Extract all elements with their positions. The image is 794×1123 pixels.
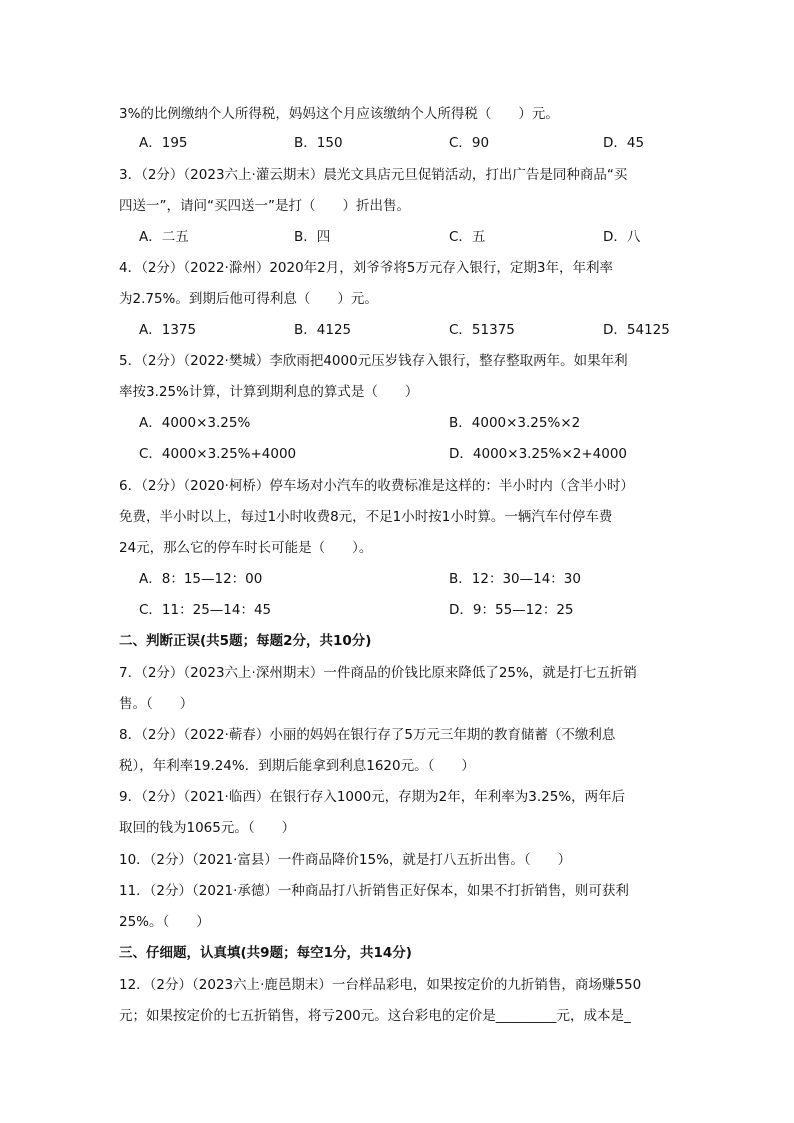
q6-options-row-2 <box>139 600 679 620</box>
q4-option-b: B．4125 <box>294 322 352 338</box>
q12-text-line-1: 12．（2分）（2023六上·鹿邑期末）一台样品彩电，如果按定价的九折销售，商场赚550 <box>119 977 642 993</box>
q6-option-a: A．8：15—12：00 <box>139 571 263 587</box>
q10-text-line: 10．（2分）（2021·富县）一件商品降价15%，就是打八五折出售。（ ） <box>119 852 572 868</box>
q11-text-line-1: 11．（2分）（2021·承德）一种商品打八折销售正好保本，如果不打折销售，则可获利 <box>119 883 629 899</box>
q4-options <box>139 320 679 340</box>
q3-option-d: D．八 <box>603 229 641 245</box>
q2-option-a: A．195 <box>139 135 188 151</box>
q9-text-line-2: 取回的钱为1065元。（ ） <box>119 820 296 836</box>
q6-text-line-1: 6．（2分）（2020·柯桥）停车场对小汽车的收费标准是这样的：半小时内（含半小时） <box>119 478 634 494</box>
q3-text-line-1: 3．（2分）（2023六上·灌云期末）晨光文具店元旦促销活动，打出广告是同种商品“买 <box>119 167 628 183</box>
q6-option-b: B．12：30—14：30 <box>449 571 581 587</box>
q4-text-line-1: 4．（2分）（2022·滁州）2020年2月，刘爷爷将5万元存入银行，定期3年，年利率 <box>119 260 613 276</box>
q2-option-d: D．45 <box>603 135 645 151</box>
q2-options <box>139 133 679 153</box>
q6-option-d: D．9：55—12：25 <box>449 602 574 618</box>
q5-option-b: B．4000×3.25%×2 <box>449 415 581 431</box>
q12-text-line-2: 元；如果按定价的七五折销售，将亏200元。这台彩电的定价是_________元，成本是_ <box>119 1008 631 1024</box>
q7-text-line-2: 售。（ ） <box>119 696 194 712</box>
q11-text-line-2: 25%。（ ） <box>119 914 210 930</box>
section-2-heading: 二、判断正误(共5题；每题2分，共10分) <box>119 633 372 649</box>
q6-options-row-1 <box>139 569 679 589</box>
q3-options <box>139 227 679 247</box>
q2-option-b: B．150 <box>294 135 343 151</box>
q3-text-line-2: 四送一”，请问“买四送一”是打（ ）折出售。 <box>119 198 410 214</box>
q4-option-a: A．1375 <box>139 322 197 338</box>
section-3-heading: 三、仔细题，认真填(共9题；每空1分，共14分) <box>119 945 412 961</box>
q5-text-line-1: 5．（2分）（2022·樊城）李欣雨把4000元压岁钱存入银行，整存整取两年。如果年利 <box>119 353 628 369</box>
q5-options-row-1 <box>139 413 679 433</box>
q3-option-c: C．五 <box>449 229 486 245</box>
q5-text-line-2: 率按3.25%计算，计算到期利息的算式是（ ） <box>119 384 419 400</box>
q3-option-b: B．四 <box>294 229 331 245</box>
q8-text-line-2: 税），年利率19.24%．到期后能拿到利息1620元。（ ） <box>119 758 475 774</box>
q5-option-c: C．4000×3.25%+4000 <box>139 446 297 462</box>
q5-option-a: A．4000×3.25% <box>139 415 251 431</box>
q2-text-line: 3%的比例缴纳个人所得税，妈妈这个月应该缴纳个人所得税（ ）元。 <box>119 106 559 122</box>
q7-text-line-1: 7．（2分）（2023六上·深州期末）一件商品的价钱比原来降低了25%，就是打七五折销 <box>119 665 637 681</box>
q5-options-row-2 <box>139 444 679 464</box>
q4-option-c: C．51375 <box>449 322 515 338</box>
q6-text-line-2: 免费，半小时以上，每过1小时收费8元，不足1小时按1小时算。一辆汽车付停车费 <box>119 509 613 525</box>
q9-text-line-1: 9．（2分）（2021·临西）在银行存入1000元，存期为2年，年利率为3.25%，两年后 <box>119 789 626 805</box>
q6-option-c: C．11：25—14：45 <box>139 602 272 618</box>
q5-option-d: D．4000×3.25%×2+4000 <box>449 446 628 462</box>
q3-option-a: A．二五 <box>139 229 189 245</box>
q4-text-line-2: 为2.75%。到期后他可得利息（ ）元。 <box>119 291 378 307</box>
q4-option-d: D．54125 <box>603 322 670 338</box>
q6-text-line-3: 24元，那么它的停车时长可能是（ ）。 <box>119 540 373 556</box>
q8-text-line-1: 8．（2分）（2022·蕲春）小丽的妈妈在银行存了5万元三年期的教育储蓄（不缴利息 <box>119 727 616 743</box>
q2-option-c: C．90 <box>449 135 490 151</box>
